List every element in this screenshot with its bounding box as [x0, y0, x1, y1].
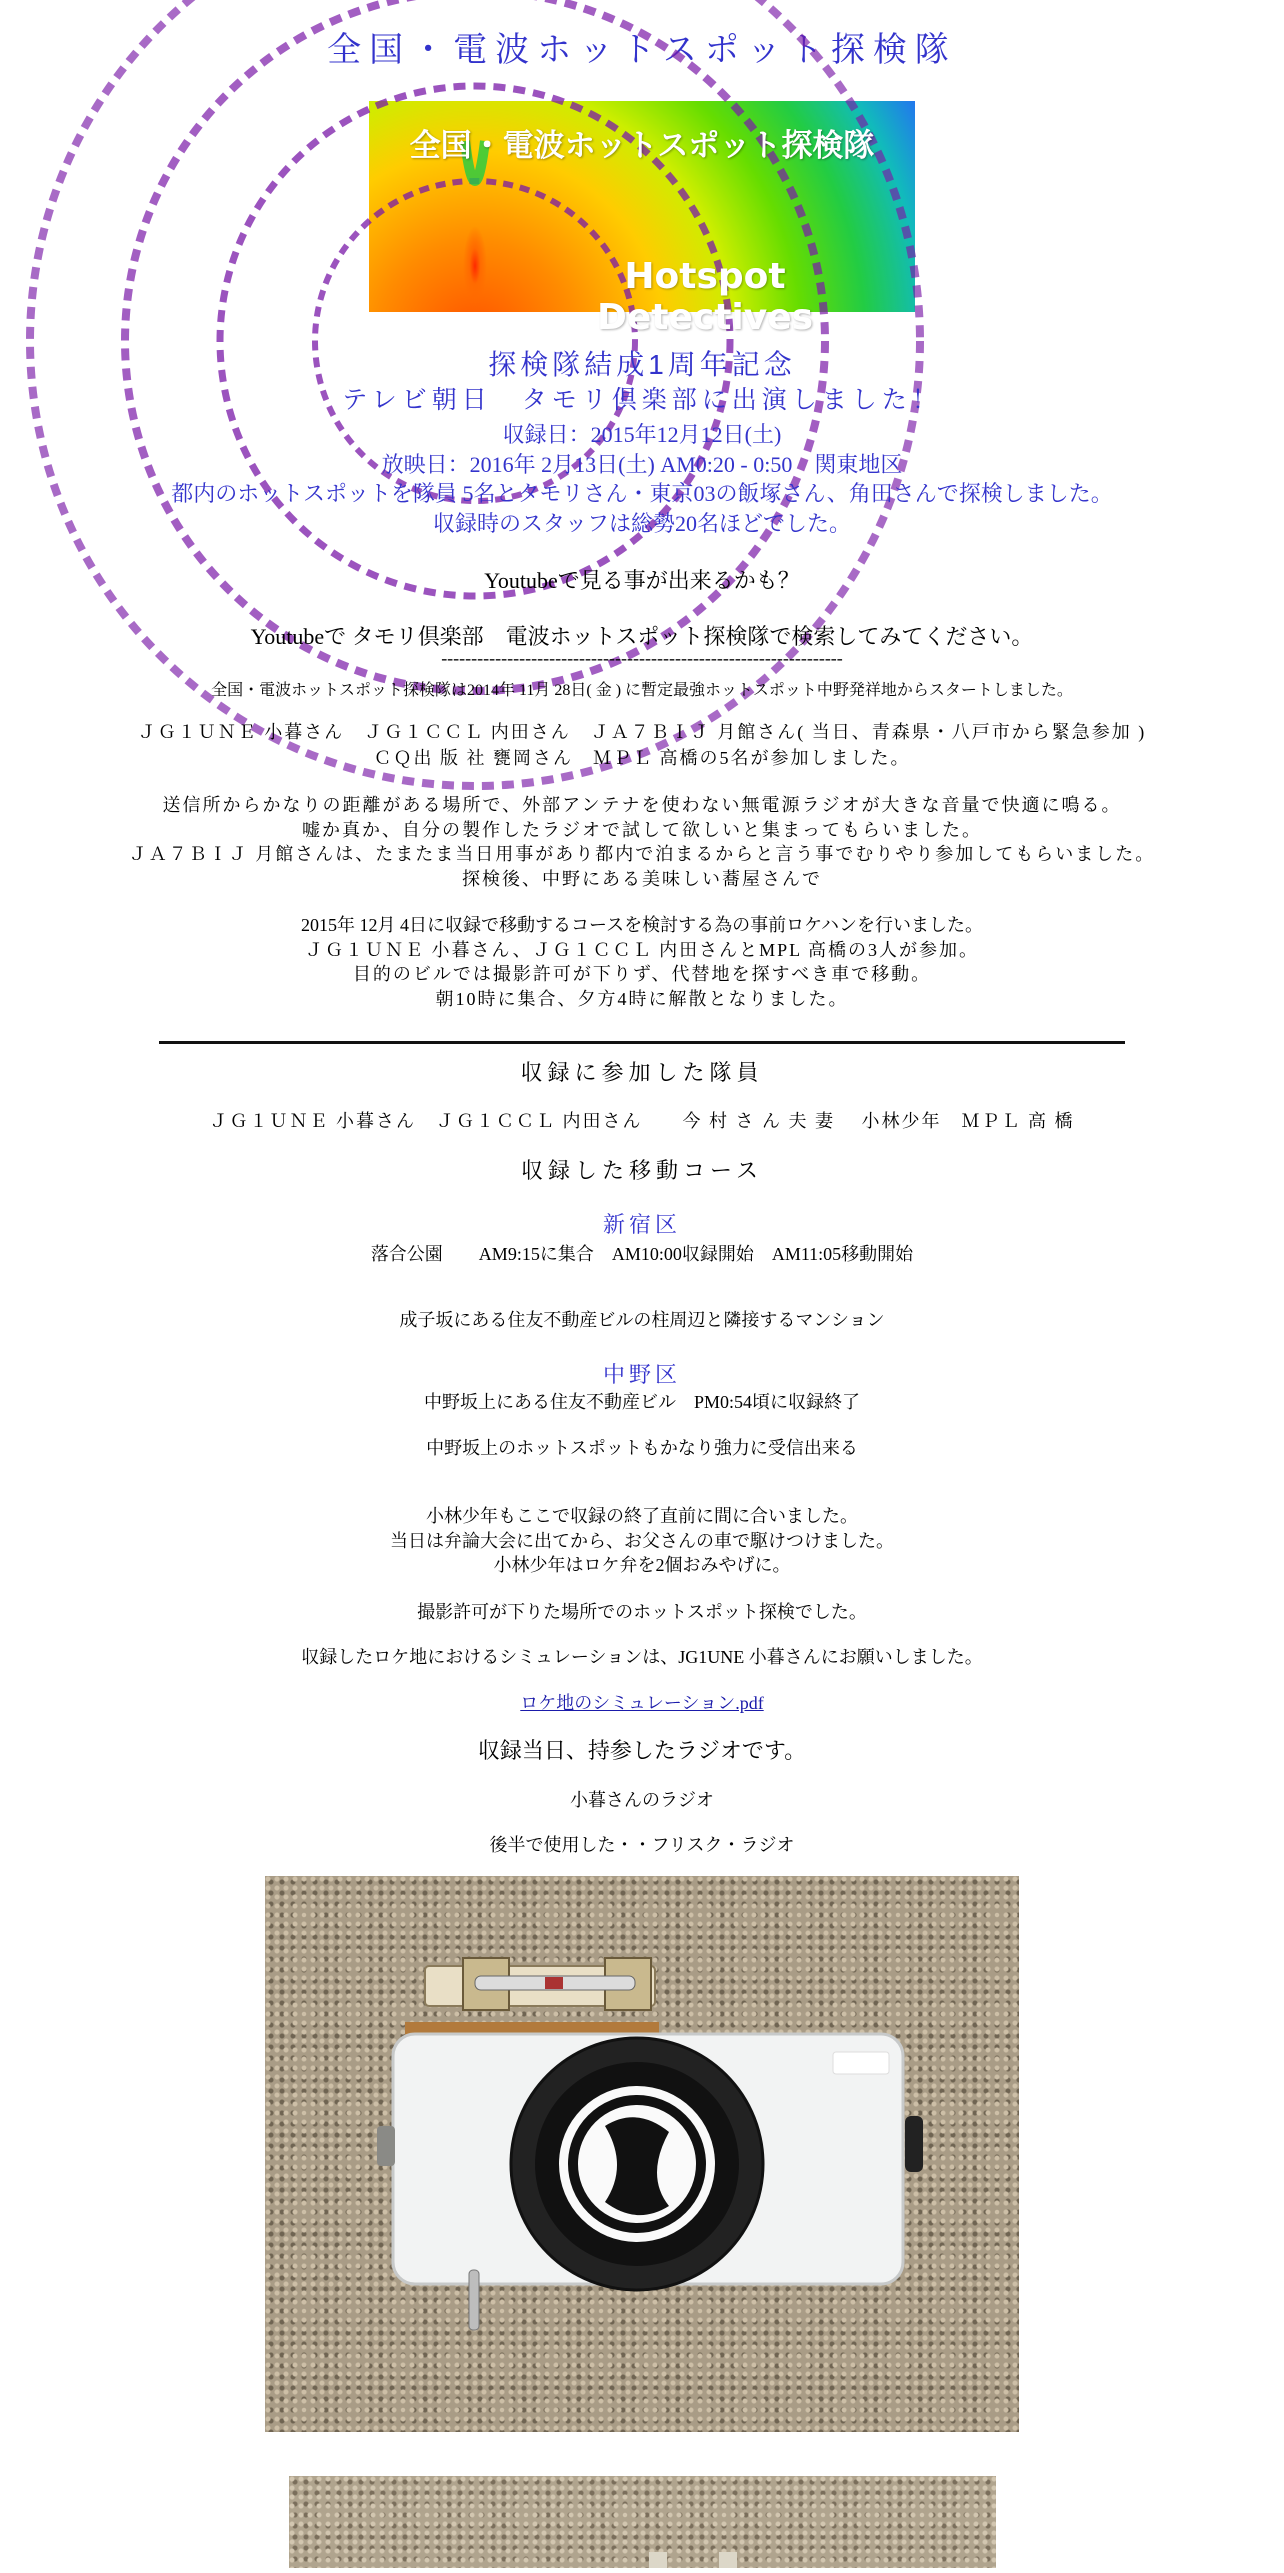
banner-image — [369, 101, 915, 338]
simulation-link-row — [0, 1689, 1284, 1715]
record-date: 収録日：2015年12月12日(土) — [502, 422, 782, 447]
history-paragraph-3: ＪＡ７ＢＩＪ 月館さんは、たまたま当日用事があり都内で泊まるからと言う事でむりやり参加してもらいました。 — [128, 844, 1156, 864]
nakano-schedule: 中野坂上にある住友不動産ビル PM0:54頃に収録終了 — [423, 1392, 860, 1412]
location-hunt-line2: ＪＧ１ＵＮＥ 小暮さん、ＪＧ１ＣＣＬ 内田さんとMPL 高橋の3人が参加。 — [305, 940, 979, 960]
founding-members-line1: ＪＧ１ＵＮＥ 小暮さん ＪＧ１ＣＣＬ 内田さん ＪＡ７ＢＩＪ 月館さん( 当日、青森県・八戸市から緊急参加 ) — [137, 722, 1147, 742]
nakano-reception-note: 中野坂上のホットスポットもかなり強力に受信出来る — [426, 1438, 858, 1458]
appearance-description: 都内のホットスポットを隊員 5名とタモリさん・東京03の飯塚さん、角田さんで探検しました。 — [171, 481, 1113, 506]
youtube-note: Youtubeで見る事が出来るかも？ — [484, 568, 800, 593]
tv-appearance-heading: テレビ朝日 タモリ倶楽部に出演しました！ — [342, 387, 942, 414]
frisk-radio-label: 後半で使用した・・フリスク・ラジオ — [489, 1835, 795, 1855]
banner-title-jp: 全国・電波ホットスポット探検隊 — [409, 128, 875, 164]
kobayashi-note-3: 小林少年はロケ弁を2個おみやげに。 — [493, 1555, 791, 1575]
shinjuku-location: 成子坂にある住友不動産ビルの柱周辺と隣接するマンション — [399, 1310, 885, 1330]
site-title: 全国・電波ホットスポット探検隊 — [327, 31, 957, 69]
kogure-radio-label: 小暮さんのラジオ — [570, 1790, 714, 1810]
simulation-pdf-link[interactable]: ロケ地のシミュレーション.pdf — [520, 1693, 764, 1713]
ward-nakano-heading: 中野区 — [602, 1362, 681, 1387]
team-start-text: 全国・電波ホットスポット探検隊は2014年 11月 28日( 金 ) に暫定最強ホットスポット中野発祥地からスタートしました。 — [211, 682, 1073, 699]
location-hunt-line4: 朝10時に集合、夕方4時に解散となりました。 — [435, 989, 849, 1009]
dashed-divider: ------------------------------------------------------------------- — [441, 648, 843, 668]
broadcast-date: 放映日：2016年 2月13日(土) AM0:20 - 0:50 関東地区 — [381, 452, 903, 477]
simulation-note: 収録したロケ地におけるシミュレーションは、JG1UNE 小暮さんにお願いしました。 — [301, 1647, 983, 1667]
youtube-search-tip: Youtubeで タモリ倶楽部 電波ホットスポット探検隊で検索してみてください。 — [250, 624, 1034, 649]
recording-members-heading: 収録に参加した隊員 — [520, 1060, 764, 1085]
location-hunt-line1: 2015年 12月 4日に収録で移動するコースを検討する為の事前ロケハンを行いました。 — [300, 915, 984, 935]
location-hunt-line3: 目的のビルでは撮影許可が下りず、代替地を探すべき車で移動。 — [352, 964, 932, 984]
recording-members-list: ＪＧ１ＵＮＥ 小暮さん ＪＧ１ＣＣＬ 内田さん 今 村 さ ん 夫 妻 小林少年 ＭＰＬ 高 橋 — [209, 1111, 1075, 1131]
frisk-radio-illustration — [265, 1876, 1019, 2432]
section-divider — [159, 1041, 1125, 1044]
history-paragraph-1: 送信所からかなりの距離がある場所で、外部アンテナを使わない無電源ラジオが大きな音量で快適に鳴る。 — [162, 795, 1122, 815]
ward-shinjuku-heading: 新宿区 — [602, 1212, 681, 1237]
anniversary-heading: 探検隊結成1周年記念 — [488, 349, 796, 380]
radio-photo-2-illustration — [289, 2476, 996, 2568]
radio-photo — [265, 1876, 1019, 2432]
kobayashi-note-2: 当日は弁論大会に出てから、お父さんの車で駆けつけました。 — [390, 1531, 894, 1551]
founding-members-line2: ＣＱ出 版 社 甕岡さん ＭＰＬ 高橋の5名が参加しました。 — [373, 748, 911, 768]
permit-note: 撮影許可が下りた場所でのホットスポット探検でした。 — [417, 1602, 867, 1622]
banner-title-en: Hotspot Detectives — [596, 256, 814, 338]
kobayashi-note-1: 小林少年もここで収録の終了直前に間に合いました。 — [426, 1506, 858, 1526]
staff-note: 収録時のスタッフは総勢20名ほどでした。 — [432, 511, 851, 536]
radio-photo-2 — [289, 2476, 996, 2568]
history-paragraph-4: 探検後、中野にある美味しい蕎屋さんで — [462, 869, 822, 889]
history-paragraph-2: 嘘か真か、自分の製作したラジオで試して欲しいと集まってもらいました。 — [302, 820, 982, 840]
course-heading: 収録した移動コース — [521, 1158, 763, 1183]
shinjuku-schedule: 落合公園 AM9:15に集合 AM10:00収録開始 AM11:05移動開始 — [370, 1244, 914, 1264]
radios-heading: 収録当日、持参したラジオです。 — [477, 1738, 807, 1763]
